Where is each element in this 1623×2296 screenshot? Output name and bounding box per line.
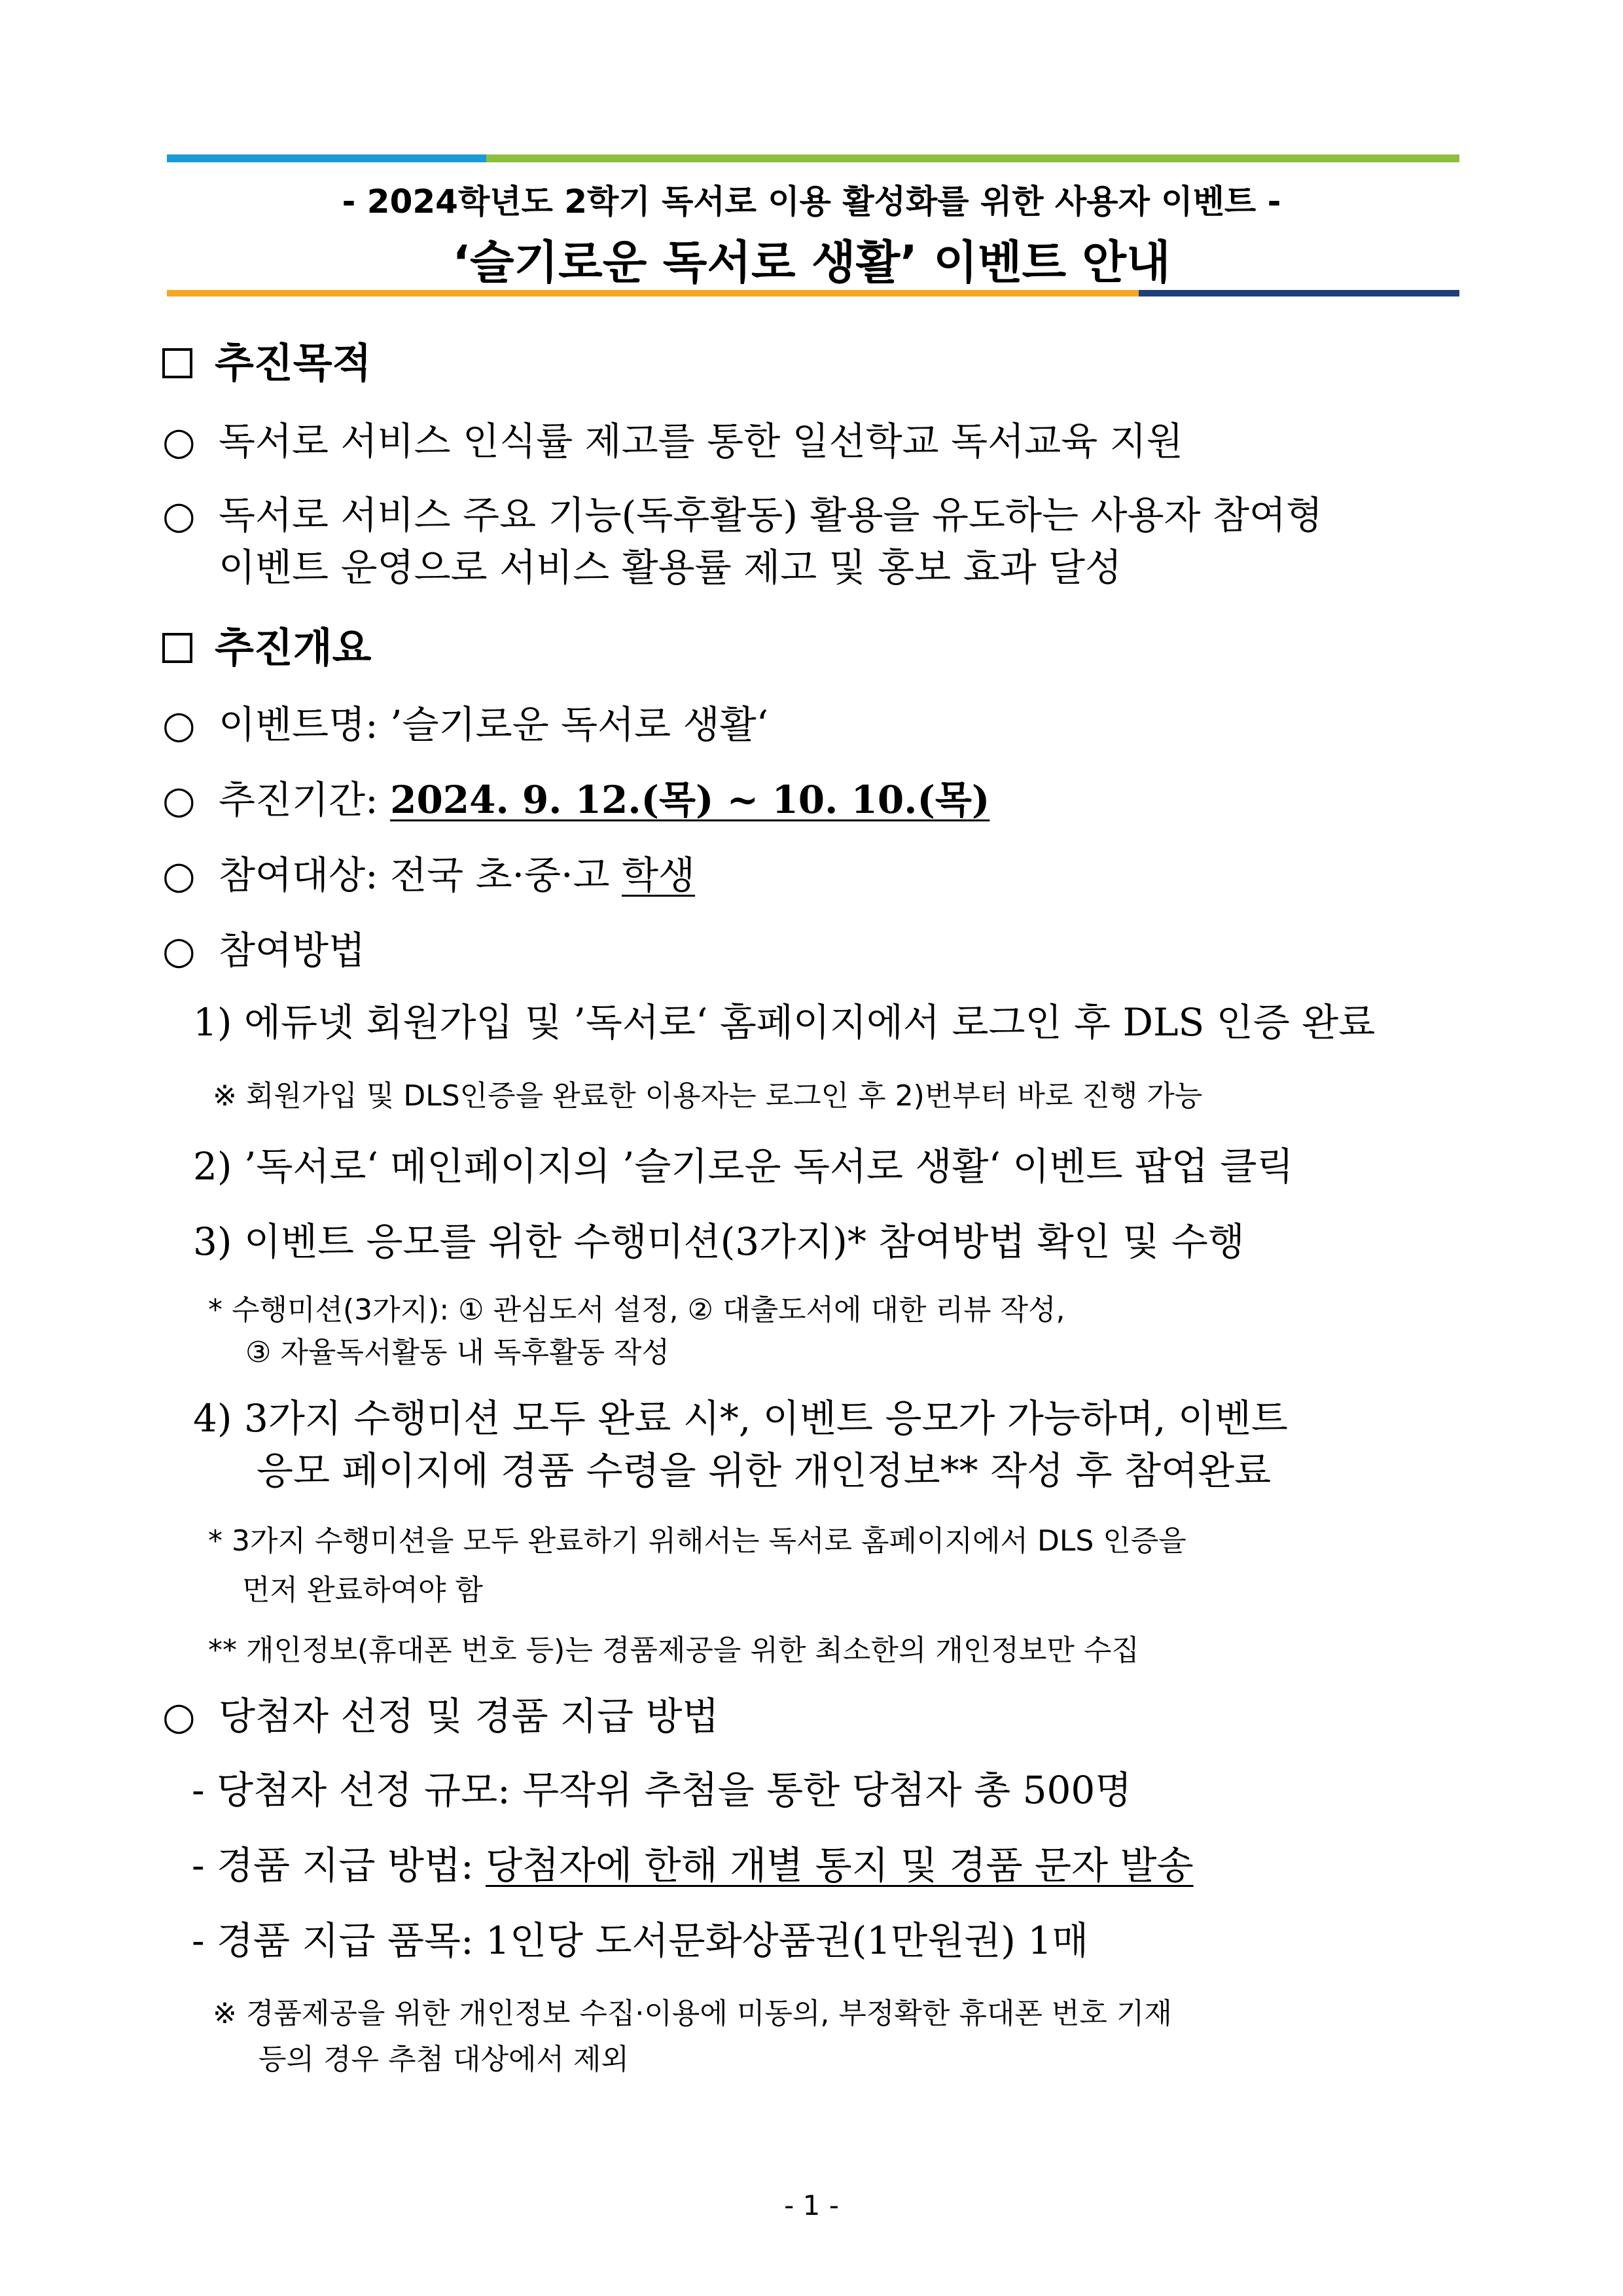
- section-heading-overview: 추진개요: [162, 615, 372, 673]
- method-step-4-note-a: * 3가지 수행미션을 모두 완료하기 위해서는 독서로 홈페이지에서 DLS 인증을: [208, 1524, 1186, 1558]
- top-bar-blue-segment: [167, 154, 486, 162]
- winner-scale-line: - 당첨자 선정 규모: 무작위 추첨을 통한 당첨자 총 500명: [192, 1768, 1132, 1812]
- purpose-bullet-2-continued: 이벤트 운영으로 서비스 활용률 제고 및 홍보 효과 달성: [219, 545, 1122, 590]
- prize-item-line: - 경품 지급 품목: 1인당 도서문화상품권(1만원권) 1매: [192, 1918, 1089, 1963]
- method-step-4: 4) 3가지 수행미션 모두 완료 시*, 이벤트 응모가 가능하며, 이벤트: [193, 1396, 1288, 1441]
- section-heading-purpose: 추진목적: [162, 331, 372, 389]
- target-line: ○ 참여대상: 전국 초·중·고 학생: [162, 853, 696, 897]
- page-number: - 1 -: [784, 2189, 839, 2221]
- circle-bullet-icon: ○: [162, 419, 196, 463]
- checkbox-square-icon: [162, 348, 192, 378]
- method-step-1-note: ※ 회원가입 및 DLS인증을 완료한 이용자는 로그인 후 2)번부터 바로 진행 가능: [213, 1079, 1203, 1113]
- method-step-4-note-a-continued: 먼저 완료하여야 함: [242, 1573, 484, 1607]
- bottom-bar-orange-segment: [167, 290, 1139, 296]
- circle-bullet-icon: ○: [162, 1694, 196, 1738]
- document-subtitle: - 2024학년도 2학기 독서로 이용 활성화를 위한 사용자 이벤트 -: [342, 183, 1281, 221]
- method-step-3-note-continued: ③ 자율독서활동 내 독후활동 작성: [245, 1336, 669, 1369]
- header-bottom-bar: [167, 290, 1459, 296]
- target-value: 학생: [621, 853, 696, 897]
- circle-bullet-icon: ○: [162, 928, 196, 973]
- bottom-bar-navy-segment: [1139, 290, 1459, 296]
- circle-bullet-icon: ○: [162, 778, 196, 822]
- winner-heading: ○ 당첨자 선정 및 경품 지급 방법: [162, 1694, 719, 1738]
- circle-bullet-icon: ○: [162, 702, 196, 747]
- method-step-2: 2) ’독서로‘ 메인페이지의 ’슬기로운 독서로 생활‘ 이벤트 팝업 클릭: [193, 1144, 1294, 1189]
- final-note-continued: 등의 경우 추첨 대상에서 제외: [259, 2043, 629, 2076]
- purpose-bullet-2: ○ 독서로 서비스 주요 기능(독후활동) 활용을 유도하는 사용자 참여형: [162, 493, 1323, 537]
- method-step-3: 3) 이벤트 응모를 위한 수행미션(3가지)* 참여방법 확인 및 수행: [193, 1219, 1245, 1264]
- circle-bullet-icon: ○: [162, 493, 196, 537]
- checkbox-square-icon: [162, 633, 192, 663]
- purpose-bullet-1: ○ 독서로 서비스 인식률 제고를 통한 일선학교 독서교육 지원: [162, 419, 1183, 463]
- period-line: ○ 추진기간: 2024. 9. 12.(목) ~ 10. 10.(목): [162, 778, 990, 822]
- final-note: ※ 경품제공을 위한 개인정보 수집·이용에 미동의, 부정확한 휴대폰 번호 기재: [213, 1997, 1172, 2030]
- method-step-3-note: * 수행미션(3가지): ① 관심도서 설정, ② 대출도서에 대한 리뷰 작성,: [208, 1293, 1065, 1327]
- period-value: 2024. 9. 12.(목) ~ 10. 10.(목): [390, 778, 990, 822]
- method-step-4-continued: 응모 페이지에 경품 수령을 위한 개인정보** 작성 후 참여완료: [257, 1448, 1272, 1493]
- method-heading: ○ 참여방법: [162, 928, 366, 973]
- document-title: ‘슬기로운 독서로 생활’ 이벤트 안내: [452, 236, 1171, 289]
- prize-method-value: 당첨자에 한해 개별 통지 및 경품 문자 발송: [486, 1843, 1194, 1888]
- method-step-4-note-b: ** 개인정보(휴대폰 번호 등)는 경품제공을 위한 최소한의 개인정보만 수집: [208, 1634, 1139, 1667]
- top-bar-green-segment: [486, 154, 1459, 162]
- method-step-1: 1) 에듀넷 회원가입 및 ’독서로‘ 홈페이지에서 로그인 후 DLS 인증 완료: [193, 1000, 1376, 1045]
- header-top-bar: [167, 154, 1459, 162]
- circle-bullet-icon: ○: [162, 853, 196, 897]
- prize-method-line: - 경품 지급 방법: 당첨자에 한해 개별 통지 및 경품 문자 발송: [192, 1843, 1194, 1888]
- event-name-line: ○ 이벤트명: ’슬기로운 독서로 생활‘: [162, 702, 769, 747]
